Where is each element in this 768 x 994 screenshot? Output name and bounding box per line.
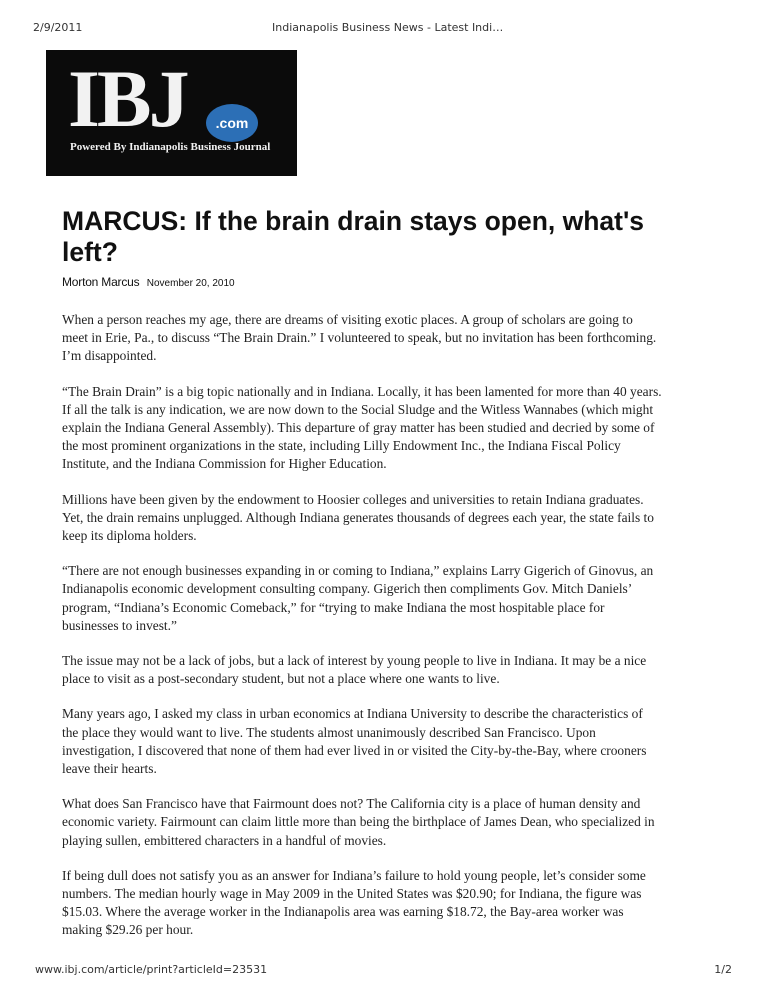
article-paragraph: When a person reaches my age, there are dreams of visiting exotic places. A group of scholars are going to meet in Erie, Pa., to discuss “The Brain Drain.” I volunteered to speak, but no invitation has been forthcoming. I’m disappointed. bbox=[62, 312, 657, 364]
byline bbox=[62, 275, 235, 289]
ibj-logo bbox=[46, 50, 297, 176]
print-date: 2/9/2011 bbox=[33, 21, 83, 34]
print-header bbox=[0, 0, 768, 34]
article-paragraph: The issue may not be a lack of jobs, but a lack of interest by young people to live in Indiana. It may be a nice place to visit as a post-secondary student, but not a place where one wants to live. bbox=[62, 653, 647, 687]
article-paragraph: Millions have been given by the endowment to Hoosier colleges and universities to retain Indiana graduates. Yet, the drain remains unplugged. Although Indiana generates thousands of degrees each year, the state fails to keep its diploma holders. bbox=[62, 491, 654, 544]
logo-dotcom-badge: .com bbox=[206, 104, 258, 142]
article-headline: MARCUS: If the brain drain stays open, what's left? bbox=[62, 206, 645, 267]
page-number: 1/2 bbox=[714, 963, 732, 976]
article-paragraph: “The Brain Drain” is a big topic nationally and in Indiana. Locally, it has been lamented for more than 40 years. If all the talk is any indication, we are now down to the Social Sludge and the Witless Wannabes (which might explain the Indiana General Assembly). This departure of gray matter has been studied and decried by some of the most prominent organizations in the state, including Lilly Endowment Inc., the Indiana Fiscal Policy Institute, and the Indiana Commission for Higher Education. bbox=[62, 383, 662, 472]
article-body bbox=[62, 311, 662, 957]
print-page-title: Indianapolis Business News - Latest Indi… bbox=[272, 21, 504, 34]
print-footer bbox=[0, 960, 768, 980]
article-date: November 20, 2010 bbox=[146, 278, 235, 289]
article-paragraph: “There are not enough businesses expanding in or coming to Indiana,” explains Larry Gigerich of Ginovus, an Indianapolis economic development consulting company. Gigerich then compliments Gov. Mitch Daniels’ program, “Indiana’s Economic Comeback,” for “trying to make Indiana the most hospitable place for businesses to invest.” bbox=[62, 563, 654, 633]
article-paragraph: What does San Francisco have that Fairmount does not? The California city is a place of human density and economic variety. Fairmount can claim little more than being the birthplace of James Dean, who specialized in playing sullen, embittered characters in a handful of movies. bbox=[62, 796, 655, 848]
logo-tagline: Powered By Indianapolis Business Journal bbox=[70, 141, 271, 153]
print-url[interactable]: www.ibj.com/article/print?articleId=23531 bbox=[35, 963, 268, 976]
article-paragraph: Many years ago, I asked my class in urban economics at Indiana University to describe the characteristics of the place they would want to live. The students almost unanimously described San Francisco. Upon investigation, I discovered that none of them had ever lived in or visited the City-by-the-Bay, where crooners leave their hearts. bbox=[62, 706, 647, 777]
article-paragraph: If being dull does not satisfy you as an answer for Indiana’s failure to hold young people, let’s consider some numbers. The median hourly wage in May 2009 in the United States was $20.90; for Indiana, the figure was $15.03. Where the average worker in the Indianapolis area was earning $18.72, the Bay-area worker was making $29.26 per hour. bbox=[62, 867, 646, 938]
article-author: Morton Marcus bbox=[62, 275, 140, 289]
logo-wordmark: IBJ bbox=[68, 53, 187, 144]
